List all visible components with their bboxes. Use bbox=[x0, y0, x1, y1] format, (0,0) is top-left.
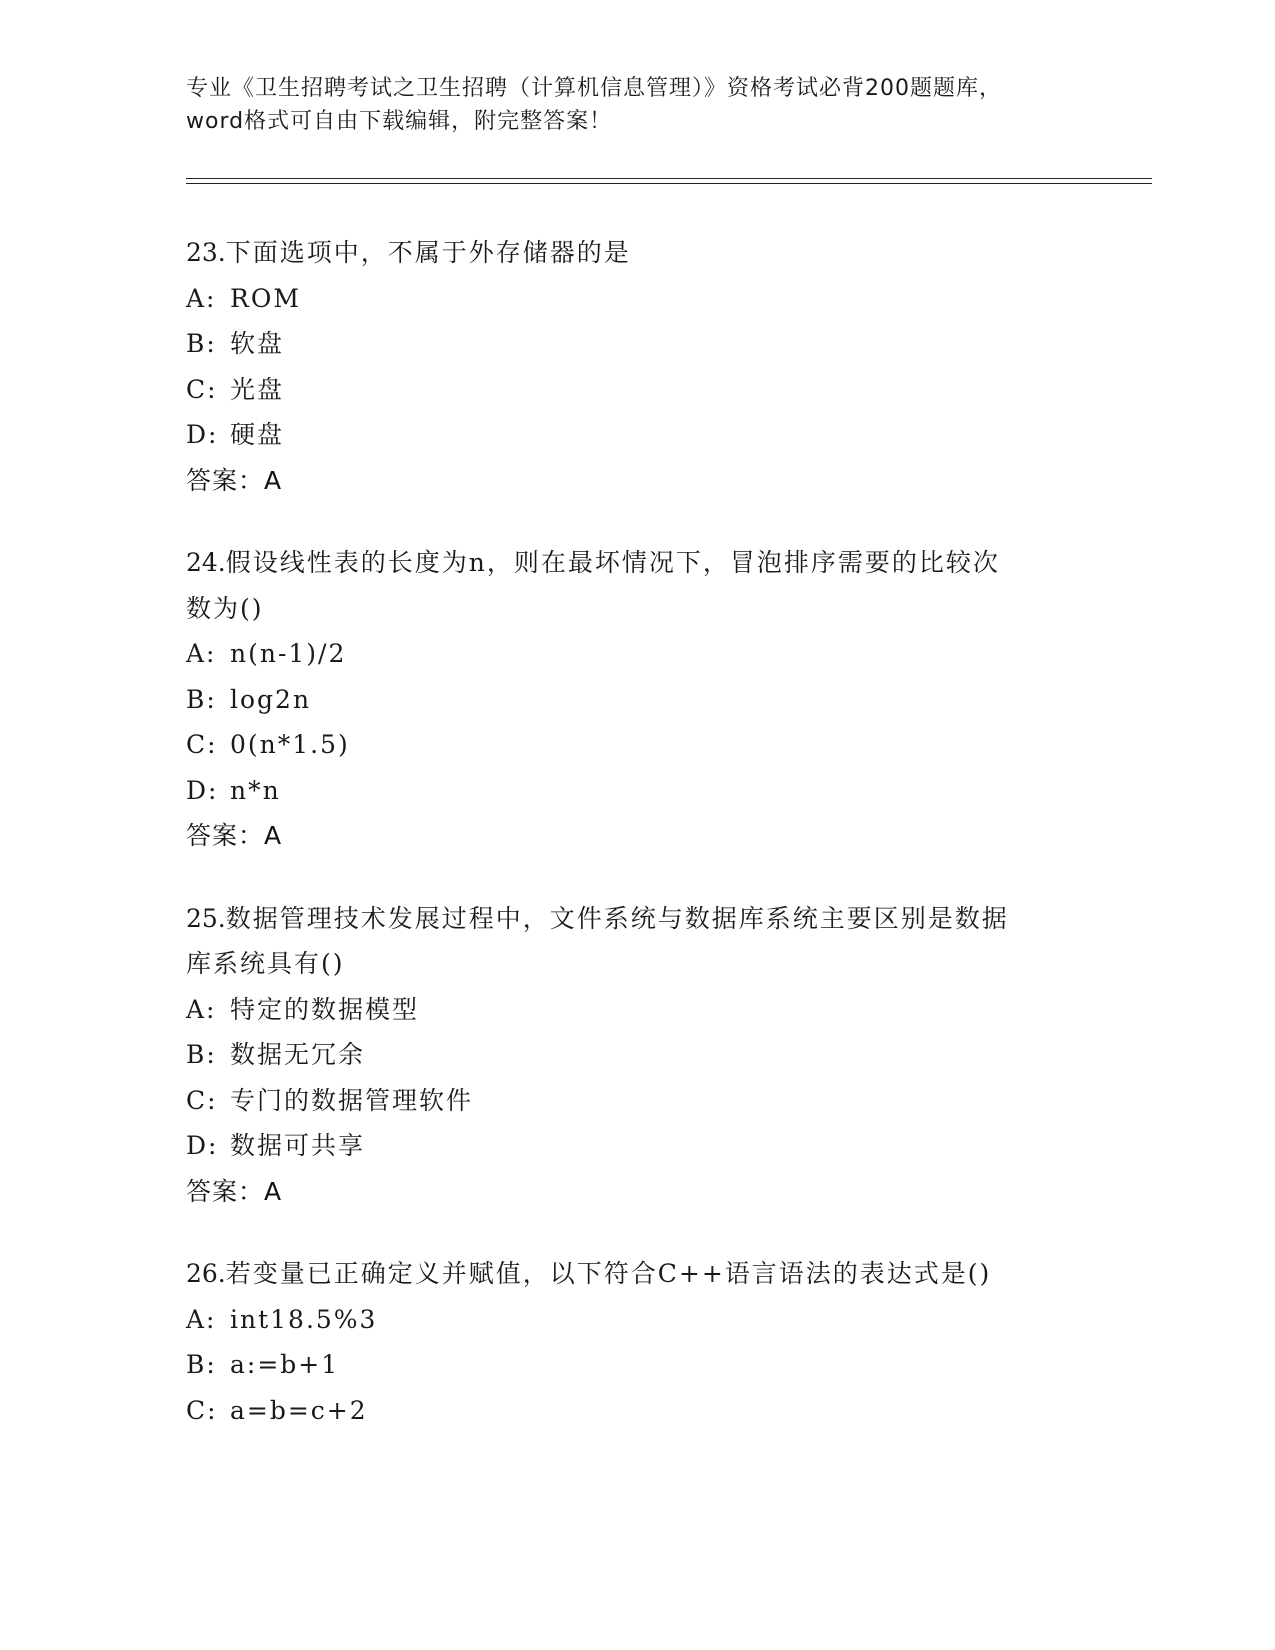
question-stem-continuation: 库系统具有() bbox=[186, 949, 345, 978]
option-text: 数据可共享 bbox=[230, 1131, 366, 1160]
option-c bbox=[186, 367, 1086, 413]
option-letter: B: bbox=[186, 1040, 217, 1069]
option-letter: D: bbox=[186, 775, 219, 805]
option-text: log2n bbox=[230, 684, 312, 714]
option-text: n(n-1)/2 bbox=[230, 639, 347, 668]
option-a bbox=[186, 1297, 1086, 1343]
question-24 bbox=[186, 540, 1086, 859]
option-text: 软盘 bbox=[230, 329, 285, 358]
document-header bbox=[186, 72, 1086, 138]
option-b bbox=[186, 1342, 1086, 1388]
question-stem-line: 数据管理技术发展过程中，文件系统与数据库系统主要区别是数据 bbox=[225, 903, 1009, 933]
option-letter: A: bbox=[186, 994, 217, 1024]
question-stem bbox=[186, 896, 1086, 942]
option-letter: C: bbox=[186, 730, 218, 759]
question-number: 25. bbox=[186, 903, 226, 933]
option-letter: B: bbox=[186, 1350, 217, 1379]
option-letter: C: bbox=[186, 374, 218, 404]
question-stem bbox=[186, 1251, 1086, 1297]
option-a bbox=[186, 631, 1086, 677]
option-a bbox=[186, 987, 1086, 1033]
answer-line: 答案：A bbox=[186, 465, 283, 495]
option-c bbox=[186, 722, 1086, 768]
question-23 bbox=[186, 230, 1086, 503]
option-d bbox=[186, 768, 1086, 814]
question-26 bbox=[186, 1251, 1086, 1433]
question-25 bbox=[186, 896, 1086, 1215]
answer-line: 答案：A bbox=[186, 1176, 283, 1206]
question-stem-line: 若变量已正确定义并赋值，以下符合C++语言语法的表达式是() bbox=[225, 1259, 992, 1288]
question-list bbox=[186, 230, 1086, 1470]
option-b bbox=[186, 321, 1086, 367]
option-c bbox=[186, 1078, 1086, 1124]
option-text: 0(n*1.5) bbox=[230, 730, 350, 759]
option-text: a:=b+1 bbox=[230, 1350, 340, 1379]
option-letter: C: bbox=[186, 1085, 218, 1115]
question-number: 23. bbox=[186, 238, 226, 267]
option-b bbox=[186, 1032, 1086, 1078]
option-text: 专门的数据管理软件 bbox=[230, 1085, 474, 1115]
option-letter: B: bbox=[186, 684, 217, 714]
option-letter: B: bbox=[186, 329, 217, 358]
option-text: 数据无冗余 bbox=[230, 1040, 366, 1069]
question-stem-line: 下面选项中，不属于外存储器的是 bbox=[225, 238, 631, 267]
option-letter: A: bbox=[186, 1304, 217, 1334]
question-stem bbox=[186, 230, 1086, 276]
option-c bbox=[186, 1388, 1086, 1434]
answer-line: 答案：A bbox=[186, 821, 283, 850]
option-text: ROM bbox=[230, 283, 301, 313]
option-a bbox=[186, 276, 1086, 322]
header-line-2: word格式可自由下载编辑，附完整答案！ bbox=[186, 109, 613, 134]
header-divider-bottom bbox=[186, 183, 1152, 184]
option-text: int18.5%3 bbox=[230, 1304, 378, 1334]
header-line-1: 专业《卫生招聘考试之卫生招聘（计算机信息管理）》资格考试必背200题题库， bbox=[186, 76, 1002, 101]
option-text: n*n bbox=[230, 775, 281, 805]
option-text: 硬盘 bbox=[230, 420, 285, 449]
option-text: 特定的数据模型 bbox=[230, 994, 420, 1024]
option-letter: A: bbox=[186, 283, 217, 313]
header-divider-top bbox=[186, 178, 1152, 179]
option-d bbox=[186, 1123, 1086, 1169]
question-stem-continuation: 数为() bbox=[186, 593, 264, 623]
question-number: 24. bbox=[186, 548, 226, 577]
option-letter: A: bbox=[186, 639, 217, 668]
option-letter: D: bbox=[186, 420, 219, 449]
question-stem-line: 假设线性表的长度为n，则在最坏情况下，冒泡排序需要的比较次 bbox=[225, 548, 1000, 577]
option-text: a=b=c+2 bbox=[230, 1395, 368, 1425]
option-letter: C: bbox=[186, 1395, 218, 1425]
question-stem bbox=[186, 540, 1086, 586]
option-text: 光盘 bbox=[230, 374, 285, 404]
option-b bbox=[186, 677, 1086, 723]
question-number: 26. bbox=[186, 1259, 226, 1288]
option-letter: D: bbox=[186, 1131, 219, 1160]
option-d bbox=[186, 412, 1086, 458]
